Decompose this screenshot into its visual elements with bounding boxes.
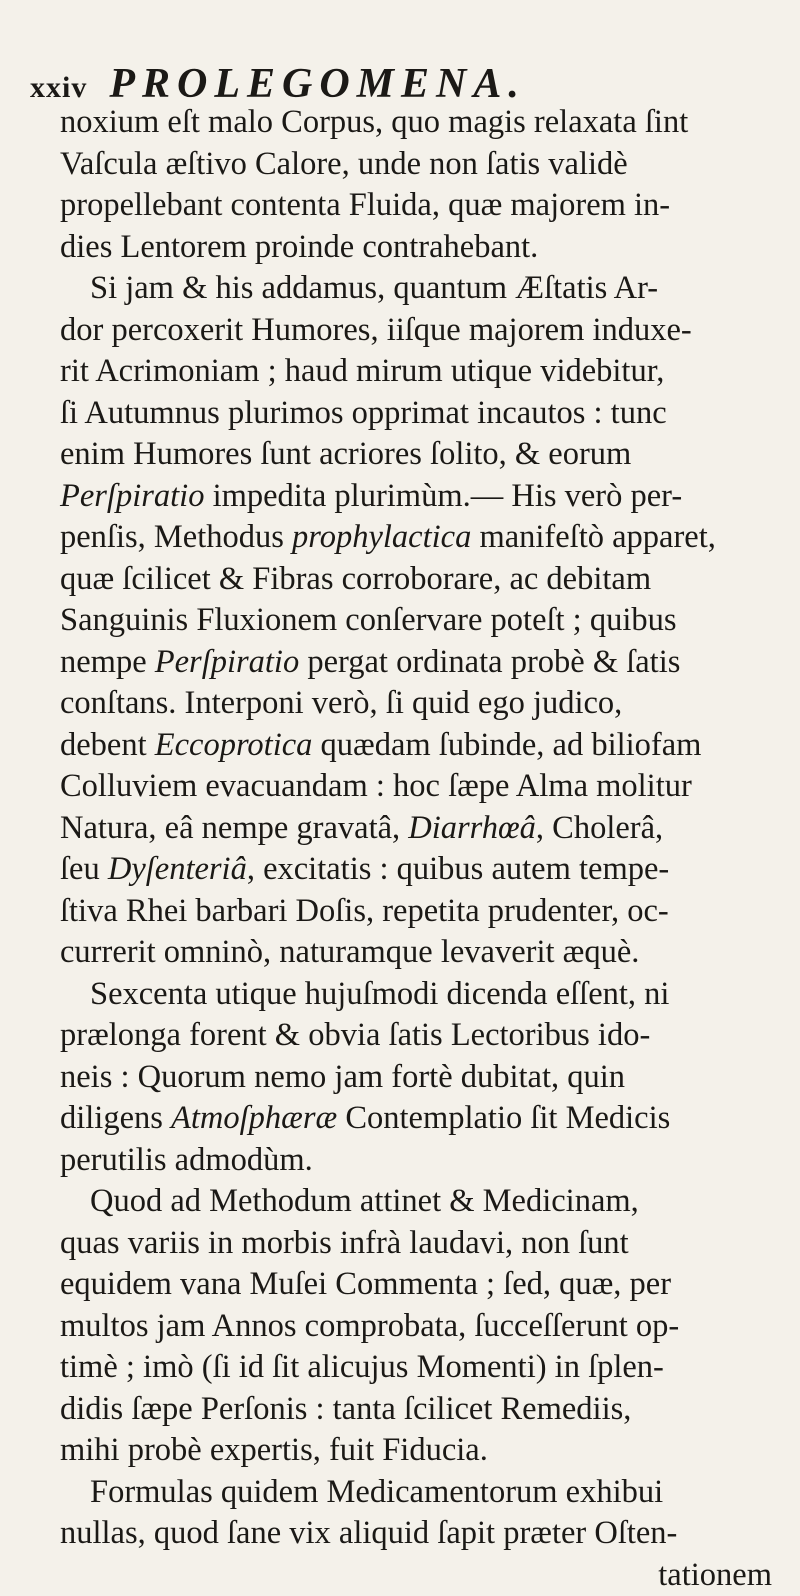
text-line bbox=[60, 642, 772, 684]
text-span: ſi Autumnus plurimos opprimat incautos : tunc bbox=[60, 395, 667, 431]
text-span: Si jam & his addamus, quantum Æſtatis Ar- bbox=[90, 270, 658, 306]
text-line bbox=[60, 766, 772, 808]
text-span: ſtiva Rhei barbari Doſis, repetita prudenter, oc- bbox=[60, 893, 669, 929]
text-span: , Cholerâ, bbox=[536, 810, 663, 846]
text-line bbox=[60, 310, 772, 352]
text-line bbox=[60, 1223, 772, 1265]
page-header bbox=[30, 60, 526, 108]
text-span: tationem bbox=[658, 1557, 772, 1593]
text-span: diligens bbox=[60, 1100, 171, 1136]
text-span: dies Lentorem proinde contrahebant. bbox=[60, 229, 538, 265]
text-line bbox=[60, 1181, 772, 1223]
text-span: impedita plurimùm.— His verò per- bbox=[204, 478, 682, 514]
text-span: Vaſcula æſtivo Calore, unde non ſatis validè bbox=[60, 146, 628, 182]
text-line bbox=[60, 517, 772, 559]
text-span: Natura, eâ nempe gravatâ, bbox=[60, 810, 408, 846]
text-span: perutilis admodùm. bbox=[60, 1142, 313, 1178]
text-line bbox=[60, 932, 772, 974]
italic-term: Dyſenteriâ bbox=[108, 851, 247, 887]
italic-term: Eccoprotica bbox=[155, 727, 313, 763]
page-number: xxiv bbox=[30, 71, 87, 105]
text-span: nullas, quod ſane vix aliquid ſapit præter Oſten- bbox=[60, 1515, 677, 1551]
text-line bbox=[60, 1472, 772, 1514]
text-line bbox=[60, 891, 772, 933]
text-span: debent bbox=[60, 727, 155, 763]
text-line bbox=[60, 1513, 772, 1555]
text-span: conſtans. Interponi verò, ſi quid ego judico, bbox=[60, 685, 622, 721]
italic-term: prophylactica bbox=[292, 519, 471, 555]
text-line bbox=[60, 1264, 772, 1306]
text-span: penſis, Methodus bbox=[60, 519, 292, 555]
text-span: , excitatis : quibus autem tempe- bbox=[247, 851, 669, 887]
italic-term: Perſpiratio bbox=[60, 478, 204, 514]
text-span: equidem vana Muſei Commenta ; ſed, quæ, per bbox=[60, 1266, 671, 1302]
text-span: enim Humores ſunt acriores ſolito, & eorum bbox=[60, 436, 631, 472]
text-span: Colluviem evacuandam : hoc ſæpe Alma molitur bbox=[60, 768, 692, 804]
text-line bbox=[60, 102, 772, 144]
text-line bbox=[60, 1347, 772, 1389]
text-span: Formulas quidem Medicamentorum exhibui bbox=[90, 1474, 663, 1510]
text-span: propellebant contenta Fluida, quæ majorem in- bbox=[60, 187, 670, 223]
text-line bbox=[60, 1430, 772, 1472]
text-span: quæ ſcilicet & Fibras corroborare, ac debitam bbox=[60, 561, 651, 597]
text-line bbox=[60, 1015, 772, 1057]
text-span: Quod ad Methodum attinet & Medicinam, bbox=[90, 1183, 639, 1219]
text-span: neis : Quorum nemo jam fortè dubitat, quin bbox=[60, 1059, 625, 1095]
text-line bbox=[60, 559, 772, 601]
text-line bbox=[60, 1306, 772, 1348]
text-line bbox=[60, 1555, 772, 1596]
text-line bbox=[60, 393, 772, 435]
text-line bbox=[60, 351, 772, 393]
text-line bbox=[60, 725, 772, 767]
text-line bbox=[60, 600, 772, 642]
text-span: dor percoxerit Humores, iiſque majorem induxe- bbox=[60, 312, 692, 348]
text-span: Sanguinis Fluxionem conſervare poteſt ; quibus bbox=[60, 602, 677, 638]
text-line bbox=[60, 1057, 772, 1099]
text-span: ſeu bbox=[60, 851, 108, 887]
body-text bbox=[60, 102, 772, 1596]
text-line bbox=[60, 1098, 772, 1140]
text-span: prælonga forent & obvia ſatis Lectoribus ido- bbox=[60, 1017, 650, 1053]
text-span: Contemplatio ſit Medicis bbox=[337, 1100, 670, 1136]
text-span: didis ſæpe Perſonis : tanta ſcilicet Remediis, bbox=[60, 1391, 631, 1427]
text-span: mihi probè expertis, fuit Fiducia. bbox=[60, 1432, 488, 1468]
text-line bbox=[60, 144, 772, 186]
text-span: pergat ordinata probè & ſatis bbox=[299, 644, 680, 680]
text-span: quas variis in morbis infrà laudavi, non ſunt bbox=[60, 1225, 629, 1261]
italic-term: Diarrhœâ bbox=[408, 810, 536, 846]
text-line bbox=[60, 268, 772, 310]
text-span: nempe bbox=[60, 644, 155, 680]
text-span: timè ; imò (ſi id ſit alicujus Momenti) in ſplen- bbox=[60, 1349, 664, 1385]
text-line bbox=[60, 434, 772, 476]
text-span: rit Acrimoniam ; haud mirum utique videbitur, bbox=[60, 353, 664, 389]
text-line bbox=[60, 1140, 772, 1182]
text-span: noxium eſt malo Corpus, quo magis relaxata ſint bbox=[60, 104, 688, 140]
text-line bbox=[60, 227, 772, 269]
text-line bbox=[60, 849, 772, 891]
running-title: PROLEGOMENA. bbox=[109, 60, 526, 108]
text-line bbox=[60, 808, 772, 850]
text-span: Sexcenta utique hujuſmodi dicenda eſſent, ni bbox=[90, 976, 669, 1012]
text-span: multos jam Annos comprobata, ſucceſſerunt op- bbox=[60, 1308, 679, 1344]
text-line bbox=[60, 683, 772, 725]
text-line bbox=[60, 1389, 772, 1431]
italic-term: Perſpiratio bbox=[155, 644, 299, 680]
text-span: manifeſtò apparet, bbox=[471, 519, 716, 555]
text-span: quædam ſubinde, ad biliofam bbox=[312, 727, 701, 763]
text-span: currerit omninò, naturamque levaverit æquè. bbox=[60, 934, 639, 970]
text-line bbox=[60, 974, 772, 1016]
text-line bbox=[60, 185, 772, 227]
text-line bbox=[60, 476, 772, 518]
italic-term: Atmoſphæræ bbox=[171, 1100, 337, 1136]
